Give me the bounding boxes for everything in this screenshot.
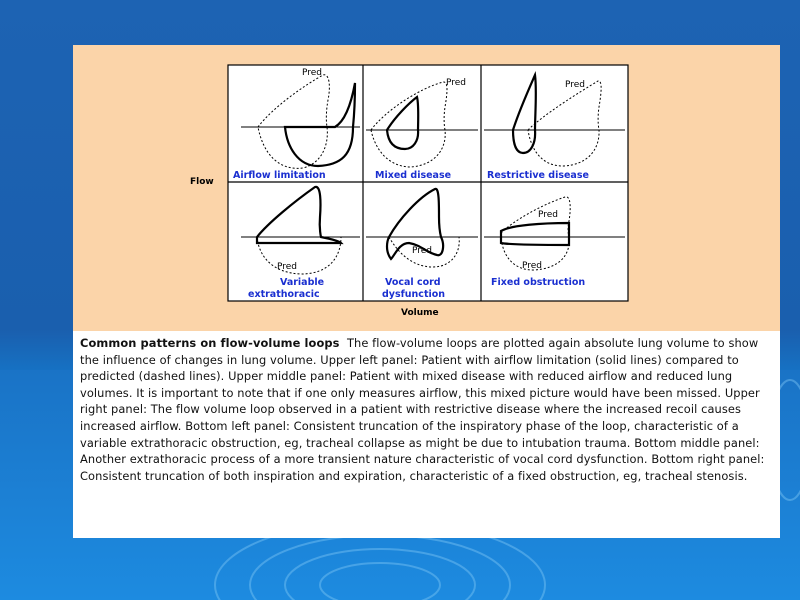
- slide-content: [73, 45, 780, 538]
- figure-caption: [80, 335, 775, 484]
- panel-variable-label-1: Variable: [280, 277, 325, 288]
- panel-fixed-pred-label-top: Pred: [538, 210, 559, 220]
- panel-restrictive-pred-label: Pred: [565, 80, 586, 90]
- flow-volume-figure: [73, 45, 780, 331]
- panel-vocal-label-2: dysfunction: [382, 289, 446, 300]
- flow-axis-label: Flow: [190, 177, 214, 187]
- panel-mixed-pred-label: Pred: [446, 78, 467, 88]
- flow-volume-diagram: [73, 45, 780, 331]
- panel-fixed-label: Fixed obstruction: [491, 277, 586, 288]
- panel-fixed-pred-label-bottom: Pred: [522, 261, 543, 271]
- panel-vocal-pred-label: Pred: [412, 246, 433, 256]
- panel-mixed-label: Mixed disease: [375, 170, 452, 181]
- caption-body: The flow-volume loops are plotted again absolute lung volume to show the influence of changes in lung volume. Upper left panel: Patient with airflow limitation (solid lines) compared to predicted (dashed lines). Upper middle panel: Patient with mixed disease with reduced airflow and reduced lung volumes. It is important to note that if one only measures airflow, this mixed picture would have been missed. Upper right panel: The flow volume loop observed in a patient with restrictive disease where the increased recoil causes increased airflow. Bottom left panel: Consistent truncation of the inspiratory phase of the loop, characteristic of a variable extrathoracic obstruction, eg, tracheal collapse as might be due to intubation trauma. Bottom middle panel: Another extrathoracic process of a more transient nature characteristic of vocal cord dysfunction. Bottom right panel: Consistent truncation of both inspiration and expiration, characteristic of a fixed obstruction, eg, tracheal stenosis.: [80, 336, 765, 483]
- volume-axis-label: Volume: [401, 308, 439, 318]
- panel-vocal-label-1: Vocal cord: [385, 277, 441, 288]
- panel-airflow-label: Airflow limitation: [233, 170, 326, 181]
- panel-variable-pred-label: Pred: [277, 262, 298, 272]
- panel-restrictive-label: Restrictive disease: [487, 170, 589, 181]
- panel-airflow-pred-label: Pred: [302, 68, 323, 78]
- panel-variable-label-2: extrathoracic: [248, 289, 320, 300]
- caption-heading: Common patterns on flow-volume loops: [80, 336, 340, 350]
